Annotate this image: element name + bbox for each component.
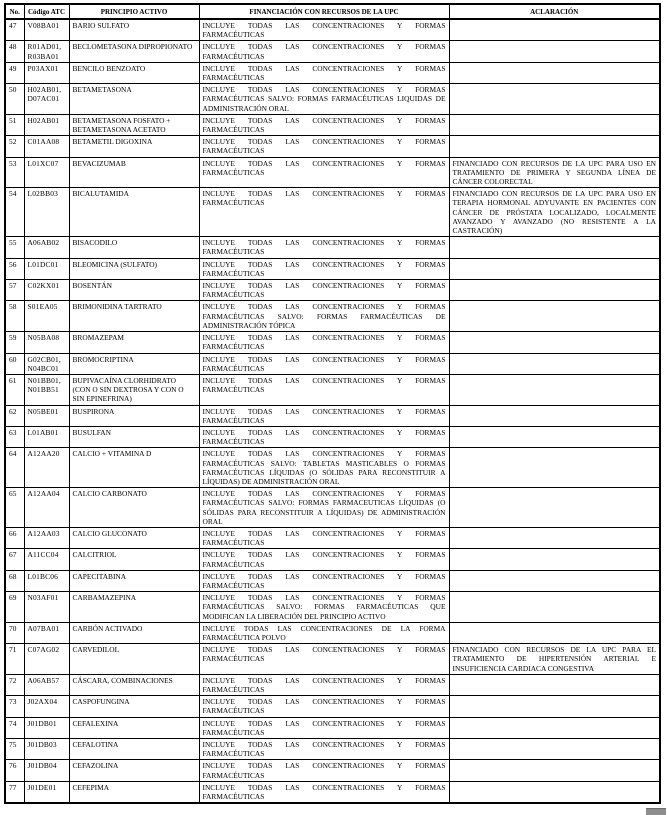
cell-principio-activo: CAPECITABINA [69, 570, 199, 591]
cell-principio-activo: CALCITRIOL [69, 549, 199, 570]
table-row [5, 448, 660, 488]
col-header-financiacion-upc: FINANCIACIÓN CON RECURSOS DE LA UPC [199, 4, 449, 19]
cell-aclaracion [449, 527, 660, 548]
cell-codigo-atc: J01DB01 [24, 717, 69, 738]
cell-no: 51 [5, 114, 24, 135]
cell-principio-activo: BISACODILO [69, 237, 199, 258]
cell-codigo-atc: C07AG02 [24, 644, 69, 675]
cell-aclaracion: FINANCIADO CON RECURSOS DE LA UPC PARA USO EN TRATAMIENTO DE PRIMERA Y SEGUNDA LÍNEA DE CÁNCER COLORECTAL [449, 157, 660, 188]
cell-codigo-atc: A12AA04 [24, 488, 69, 528]
cell-financiacion-upc: INCLUYE TODAS LAS CONCENTRACIONES Y FORMAS FARMACÉUTICAS [199, 674, 449, 695]
cell-financiacion-upc: INCLUYE TODAS LAS CONCENTRACIONES DE LA FORMA FARMACÉUTICA POLVO [199, 622, 449, 643]
cell-codigo-atc: J01DB04 [24, 760, 69, 781]
cell-financiacion-upc: INCLUYE TODAS LAS CONCENTRACIONES Y FORMAS FARMACÉUTICAS [199, 570, 449, 591]
cell-aclaracion [449, 760, 660, 781]
cell-no: 52 [5, 136, 24, 157]
cell-principio-activo: CASPOFUNGINA [69, 696, 199, 717]
cell-financiacion-upc: INCLUYE TODAS LAS CONCENTRACIONES Y FORMAS FARMACÉUTICAS [199, 62, 449, 83]
cell-codigo-atc: R01AD01, R03BA01 [24, 41, 69, 62]
cell-no: 53 [5, 157, 24, 188]
cell-aclaracion: FINANCIADO CON RECURSOS DE LA UPC PARA USO EN TERAPIA HORMONAL ADYUVANTE EN PACIENTES CON CÁNCER DE PRÓSTATA LOCALIZADO, LOCALMENTE AVANZADO Y AVANZADO (NO RESISTENTE A LA CASTRACIÓN) [449, 188, 660, 237]
table-row [5, 114, 660, 135]
cell-financiacion-upc: INCLUYE TODAS LAS CONCENTRACIONES Y FORMAS FARMACÉUTICAS [199, 114, 449, 135]
cell-no: 73 [5, 696, 24, 717]
table-row [5, 696, 660, 717]
cell-aclaracion [449, 84, 660, 115]
table-header [5, 4, 660, 19]
cell-codigo-atc: H02AB01 [24, 114, 69, 135]
cell-principio-activo: CEFEPIMA [69, 781, 199, 803]
cell-principio-activo: CARVEDILOL [69, 644, 199, 675]
table-row [5, 332, 660, 353]
table-row [5, 488, 660, 528]
col-header-aclaracion: ACLARACIÓN [449, 4, 660, 19]
cell-financiacion-upc: INCLUYE TODAS LAS CONCENTRACIONES Y FORMAS FARMACÉUTICAS [199, 696, 449, 717]
cell-financiacion-upc: INCLUYE TODAS LAS CONCENTRACIONES Y FORMAS FARMACÉUTICAS SALVO: FORMAS FARMACÉUTICAS LIQUIDAS DE ADMINISTRACIÓN ORAL [199, 84, 449, 115]
cell-no: 58 [5, 301, 24, 332]
cell-no: 54 [5, 188, 24, 237]
cell-codigo-atc: N05BE01 [24, 405, 69, 426]
table-row [5, 781, 660, 803]
table-row [5, 19, 660, 41]
header-row [5, 4, 660, 19]
cell-financiacion-upc: INCLUYE TODAS LAS CONCENTRACIONES Y FORMAS FARMACÉUTICAS [199, 781, 449, 803]
cell-principio-activo: CÁSCARA, COMBINACIONES [69, 674, 199, 695]
cell-codigo-atc: J02AX04 [24, 696, 69, 717]
page-edge-artifact [646, 808, 666, 815]
cell-no: 48 [5, 41, 24, 62]
table-row [5, 644, 660, 675]
cell-codigo-atc: P03AX01 [24, 62, 69, 83]
cell-financiacion-upc: INCLUYE TODAS LAS CONCENTRACIONES Y FORMAS FARMACÉUTICAS [199, 717, 449, 738]
cell-aclaracion [449, 332, 660, 353]
cell-no: 61 [5, 374, 24, 405]
cell-aclaracion [449, 739, 660, 760]
cell-financiacion-upc: INCLUYE TODAS LAS CONCENTRACIONES Y FORMAS FARMACÉUTICAS SALVO: FORMAS FARMACEUTICAS LÍQUIDAS (O SÓLIDAS PARA RECONSTITUIR A LÍQUIDAS) DE ADMINISTRACIÓN ORAL [199, 488, 449, 528]
cell-no: 76 [5, 760, 24, 781]
table-row [5, 426, 660, 447]
cell-aclaracion [449, 781, 660, 803]
cell-principio-activo: BECLOMETASONA DIPROPIONATO [69, 41, 199, 62]
cell-no: 65 [5, 488, 24, 528]
cell-codigo-atc: A12AA03 [24, 527, 69, 548]
cell-financiacion-upc: INCLUYE TODAS LAS CONCENTRACIONES Y FORMAS FARMACÉUTICAS SALVO: FORMAS FARMACÉUTICAS DE ADMINISTRACIÓN TÓPICA [199, 301, 449, 332]
cell-aclaracion [449, 674, 660, 695]
table-row [5, 84, 660, 115]
cell-codigo-atc: C02KX01 [24, 280, 69, 301]
table-row [5, 353, 660, 374]
table-row [5, 549, 660, 570]
cell-financiacion-upc: INCLUYE TODAS LAS CONCENTRACIONES Y FORMAS FARMACÉUTICAS [199, 353, 449, 374]
cell-codigo-atc: N01BB01, N01BB51 [24, 374, 69, 405]
cell-principio-activo: BUSULFAN [69, 426, 199, 447]
cell-financiacion-upc: INCLUYE TODAS LAS CONCENTRACIONES Y FORMAS FARMACÉUTICAS [199, 188, 449, 237]
cell-principio-activo: BARIO SULFATO [69, 19, 199, 41]
col-header-principio-activo: PRINCIPIO ACTIVO [69, 4, 199, 19]
cell-codigo-atc: V08BA01 [24, 19, 69, 41]
cell-codigo-atc: A06AB57 [24, 674, 69, 695]
table-row [5, 280, 660, 301]
cell-no: 49 [5, 62, 24, 83]
cell-no: 67 [5, 549, 24, 570]
table-row [5, 405, 660, 426]
cell-financiacion-upc: INCLUYE TODAS LAS CONCENTRACIONES Y FORMAS FARMACÉUTICAS [199, 280, 449, 301]
cell-aclaracion [449, 19, 660, 41]
table-body [5, 19, 660, 803]
cell-aclaracion [449, 696, 660, 717]
cell-codigo-atc: J01DB03 [24, 739, 69, 760]
cell-no: 55 [5, 237, 24, 258]
cell-codigo-atc: N03AF01 [24, 592, 69, 623]
cell-codigo-atc: L01DC01 [24, 258, 69, 279]
table-row [5, 374, 660, 405]
cell-aclaracion [449, 280, 660, 301]
table-row [5, 157, 660, 188]
cell-codigo-atc: C01AA08 [24, 136, 69, 157]
col-header-codigo-atc: Código ATC [24, 4, 69, 19]
cell-aclaracion [449, 488, 660, 528]
cell-aclaracion [449, 301, 660, 332]
cell-aclaracion [449, 622, 660, 643]
cell-no: 62 [5, 405, 24, 426]
cell-no: 74 [5, 717, 24, 738]
cell-principio-activo: CALCIO CARBONATO [69, 488, 199, 528]
cell-financiacion-upc: INCLUYE TODAS LAS CONCENTRACIONES Y FORMAS FARMACÉUTICAS [199, 136, 449, 157]
cell-no: 69 [5, 592, 24, 623]
cell-aclaracion [449, 549, 660, 570]
cell-codigo-atc: A11CC04 [24, 549, 69, 570]
cell-codigo-atc: H02AB01, D07AC01 [24, 84, 69, 115]
cell-aclaracion [449, 353, 660, 374]
cell-aclaracion [449, 448, 660, 488]
cell-financiacion-upc: INCLUYE TODAS LAS CONCENTRACIONES Y FORMAS FARMACÉUTICAS [199, 157, 449, 188]
cell-principio-activo: BETAMETASONA [69, 84, 199, 115]
cell-no: 50 [5, 84, 24, 115]
cell-codigo-atc: A12AA20 [24, 448, 69, 488]
cell-no: 66 [5, 527, 24, 548]
cell-aclaracion [449, 570, 660, 591]
table-row [5, 301, 660, 332]
cell-codigo-atc: L02BB03 [24, 188, 69, 237]
table-row [5, 739, 660, 760]
cell-financiacion-upc: INCLUYE TODAS LAS CONCENTRACIONES Y FORMAS FARMACÉUTICAS [199, 258, 449, 279]
cell-codigo-atc: A06AB02 [24, 237, 69, 258]
cell-aclaracion [449, 592, 660, 623]
table-row [5, 62, 660, 83]
cell-aclaracion [449, 237, 660, 258]
cell-codigo-atc: N05BA08 [24, 332, 69, 353]
cell-principio-activo: BEVACIZUMAB [69, 157, 199, 188]
cell-principio-activo: BUSPIRONA [69, 405, 199, 426]
cell-principio-activo: BICALUTAMIDA [69, 188, 199, 237]
cell-principio-activo: CALCIO + VITAMINA D [69, 448, 199, 488]
table-row [5, 760, 660, 781]
cell-codigo-atc: L01XC07 [24, 157, 69, 188]
cell-aclaracion [449, 62, 660, 83]
cell-no: 68 [5, 570, 24, 591]
cell-aclaracion [449, 405, 660, 426]
cell-no: 71 [5, 644, 24, 675]
cell-financiacion-upc: INCLUYE TODAS LAS CONCENTRACIONES Y FORMAS FARMACÉUTICAS [199, 405, 449, 426]
cell-no: 70 [5, 622, 24, 643]
cell-no: 59 [5, 332, 24, 353]
table-row [5, 622, 660, 643]
cell-no: 63 [5, 426, 24, 447]
cell-no: 64 [5, 448, 24, 488]
table-row [5, 41, 660, 62]
table-row [5, 258, 660, 279]
cell-aclaracion [449, 41, 660, 62]
cell-principio-activo: BETAMETIL DIGOXINA [69, 136, 199, 157]
cell-principio-activo: CEFALOTINA [69, 739, 199, 760]
table-row [5, 570, 660, 591]
table-row [5, 188, 660, 237]
cell-principio-activo: CEFAZOLINA [69, 760, 199, 781]
cell-aclaracion: FINANCIADO CON RECURSOS DE LA UPC PARA EL TRATAMIENTO DE HIPERTENSIÓN ARTERIAL E INSUFICIENCIA CARDIACA CONGESTIVA [449, 644, 660, 675]
medications-upc-table [4, 3, 661, 804]
cell-financiacion-upc: INCLUYE TODAS LAS CONCENTRACIONES Y FORMAS FARMACÉUTICAS SALVO: FORMAS FARMACÉUTICAS QUE MODIFICAN LA LIBERACIÓN DEL PRINCIPIO ACTIVO [199, 592, 449, 623]
cell-codigo-atc: L01BC06 [24, 570, 69, 591]
cell-no: 72 [5, 674, 24, 695]
cell-financiacion-upc: INCLUYE TODAS LAS CONCENTRACIONES Y FORMAS FARMACÉUTICAS [199, 549, 449, 570]
cell-codigo-atc: L01AB01 [24, 426, 69, 447]
cell-aclaracion [449, 374, 660, 405]
cell-codigo-atc: G02CB01, N04BC01 [24, 353, 69, 374]
cell-codigo-atc: J01DE01 [24, 781, 69, 803]
cell-financiacion-upc: INCLUYE TODAS LAS CONCENTRACIONES Y FORMAS FARMACÉUTICAS SALVO: TABLETAS MASTICABLES O FORMAS FARMACÉUTICAS LÍQUIDAS (O SÓLIDAS PARA RECONSTITUIR A LÍQUIDAS) DE ADMINISTRACIÓN ORAL [199, 448, 449, 488]
cell-aclaracion [449, 136, 660, 157]
cell-no: 75 [5, 739, 24, 760]
cell-no: 56 [5, 258, 24, 279]
cell-financiacion-upc: INCLUYE TODAS LAS CONCENTRACIONES Y FORMAS FARMACÉUTICAS [199, 760, 449, 781]
cell-principio-activo: CALCIO GLUCONATO [69, 527, 199, 548]
cell-principio-activo: CARBÓN ACTIVADO [69, 622, 199, 643]
cell-financiacion-upc: INCLUYE TODAS LAS CONCENTRACIONES Y FORMAS FARMACÉUTICAS [199, 237, 449, 258]
cell-no: 77 [5, 781, 24, 803]
cell-no: 60 [5, 353, 24, 374]
cell-financiacion-upc: INCLUYE TODAS LAS CONCENTRACIONES Y FORMAS FARMACÉUTICAS [199, 41, 449, 62]
cell-principio-activo: BLEOMICINA (SULFATO) [69, 258, 199, 279]
cell-principio-activo: BRIMONIDINA TARTRATO [69, 301, 199, 332]
cell-financiacion-upc: INCLUYE TODAS LAS CONCENTRACIONES Y FORMAS FARMACÉUTICAS [199, 332, 449, 353]
cell-principio-activo: BENCILO BENZOATO [69, 62, 199, 83]
cell-principio-activo: BETAMETASONA FOSFATO + BETAMETASONA ACETATO [69, 114, 199, 135]
table-row [5, 237, 660, 258]
cell-principio-activo: CARBAMAZEPINA [69, 592, 199, 623]
cell-financiacion-upc: INCLUYE TODAS LAS CONCENTRACIONES Y FORMAS FARMACÉUTICAS [199, 739, 449, 760]
col-header-no: No. [5, 4, 24, 19]
table-row [5, 674, 660, 695]
table-row [5, 592, 660, 623]
cell-principio-activo: BROMOCRIPTINA [69, 353, 199, 374]
cell-financiacion-upc: INCLUYE TODAS LAS CONCENTRACIONES Y FORMAS FARMACÉUTICAS [199, 527, 449, 548]
cell-principio-activo: BROMAZEPAM [69, 332, 199, 353]
table-row [5, 136, 660, 157]
table-row [5, 527, 660, 548]
cell-financiacion-upc: INCLUYE TODAS LAS CONCENTRACIONES Y FORMAS FARMACÉUTICAS [199, 644, 449, 675]
cell-aclaracion [449, 258, 660, 279]
cell-financiacion-upc: INCLUYE TODAS LAS CONCENTRACIONES Y FORMAS FARMACÉUTICAS [199, 374, 449, 405]
cell-codigo-atc: A07BA01 [24, 622, 69, 643]
cell-financiacion-upc: INCLUYE TODAS LAS CONCENTRACIONES Y FORMAS FARMACÉUTICAS [199, 19, 449, 41]
cell-aclaracion [449, 114, 660, 135]
cell-principio-activo: CEFALEXINA [69, 717, 199, 738]
cell-principio-activo: BUPIVACAÍNA CLORHIDRATO (CON O SIN DEXTROSA Y CON O SIN EPINEFRINA) [69, 374, 199, 405]
cell-no: 47 [5, 19, 24, 41]
cell-codigo-atc: S01EA05 [24, 301, 69, 332]
cell-aclaracion [449, 426, 660, 447]
cell-financiacion-upc: INCLUYE TODAS LAS CONCENTRACIONES Y FORMAS FARMACÉUTICAS [199, 426, 449, 447]
table-row [5, 717, 660, 738]
cell-aclaracion [449, 717, 660, 738]
cell-principio-activo: BOSENTÁN [69, 280, 199, 301]
cell-no: 57 [5, 280, 24, 301]
